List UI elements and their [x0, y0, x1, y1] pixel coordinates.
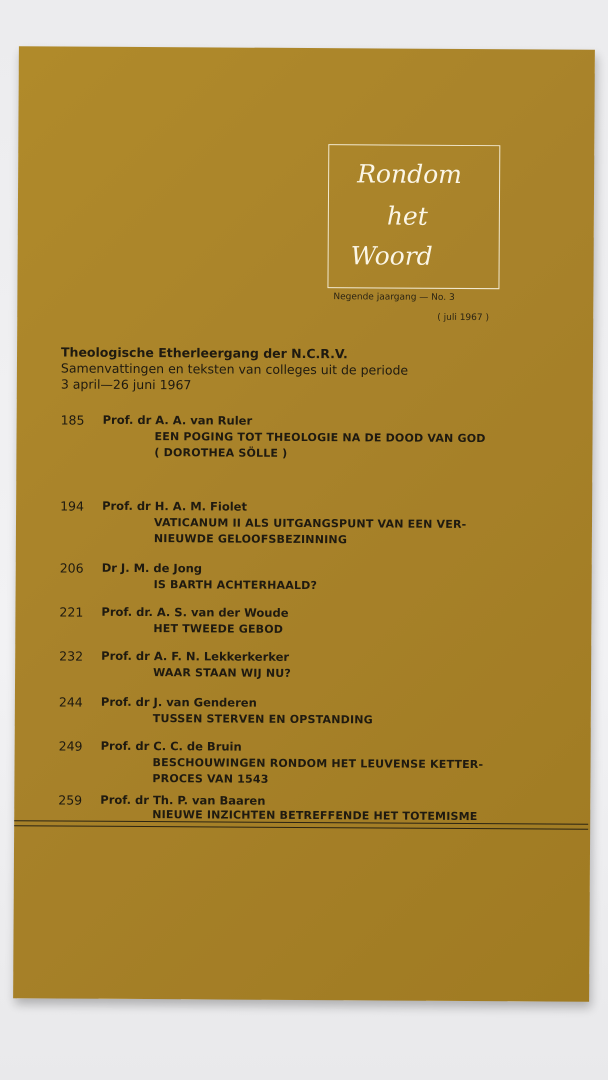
- contents-entry: [59, 604, 530, 636]
- entry-title-line-1: BESCHOUWINGEN RONDOM HET LEUVENSE KETTER-: [152, 756, 484, 772]
- entry-title-line-1: VATICANUM II ALS UITGANGSPUNT VAN EEN VER-: [153, 516, 467, 531]
- entry-page: 185: [60, 412, 85, 428]
- entry-author: Prof. dr H. A. M. Fiolet: [102, 498, 248, 514]
- entry-author: Prof. dr J. van Genderen: [100, 694, 257, 710]
- masthead-box: [327, 144, 500, 289]
- entry-page: 194: [60, 498, 85, 514]
- entry-title-line-1: IS BARTH ACHTERHAALD?: [153, 578, 318, 593]
- contents-entry: [59, 648, 529, 680]
- entry-page: 259: [58, 792, 83, 808]
- entry-title-line-2: ( DOROTHEA SÖLLE ): [154, 446, 288, 460]
- course-header: [61, 345, 408, 394]
- divider-rule-bottom: [14, 825, 588, 830]
- entry-title-line-1: WAAR STAAN WIJ NU?: [153, 666, 292, 680]
- entry-author: Prof. dr Th. P. van Baaren: [100, 792, 266, 808]
- entry-author: Prof. dr A. A. van Ruler: [102, 412, 253, 428]
- entry-page: 249: [58, 738, 83, 754]
- course-period: 3 april—26 juni 1967: [60, 376, 192, 393]
- contents-entry: [60, 498, 530, 547]
- entry-title-line-1: HET TWEEDE GEBOD: [153, 622, 284, 636]
- course-title: Theologische Etherleergang der N.C.R.V.: [61, 344, 348, 362]
- entry-title-line-2: NIEUWDE GELOOFSBEZINNING: [153, 532, 348, 547]
- contents-entry: [58, 738, 529, 786]
- entry-author: Prof. dr A. F. N. Lekkerkerker: [101, 648, 290, 664]
- entry-author: Prof. dr. A. S. van der Woude: [101, 604, 289, 620]
- booklet-cover: [13, 46, 595, 1002]
- entry-title-line-1: NIEUWE INZICHTEN BETREFFENDE HET TOTEMISME: [152, 808, 478, 824]
- contents-entry: [60, 412, 531, 460]
- course-subtitle: Samenvattingen en teksten van colleges uit de periode: [60, 360, 409, 378]
- entry-author: Dr J. M. de Jong: [101, 560, 203, 576]
- entry-page: 221: [59, 604, 84, 620]
- entry-page: 232: [59, 648, 84, 664]
- entry-page: 244: [58, 694, 83, 710]
- issue-number: Negende jaargang — No. 3: [333, 292, 455, 303]
- issue-date: ( juli 1967 ): [437, 312, 490, 324]
- masthead-line-2: het: [386, 201, 428, 231]
- entry-title-line-1: TUSSEN STERVEN EN OPSTANDING: [152, 712, 373, 727]
- contents-entry: [59, 560, 530, 593]
- entry-author: Prof. dr C. C. de Bruin: [100, 738, 242, 754]
- contents-entry: [58, 694, 529, 727]
- contents-entry: [58, 792, 528, 824]
- entry-title-line-1: EEN POGING TOT THEOLOGIE NA DE DOOD VAN GOD: [154, 430, 486, 446]
- masthead-line-3: Woord: [350, 241, 433, 271]
- entry-page: 206: [59, 560, 84, 576]
- masthead-line-1: Rondom: [357, 159, 462, 189]
- entry-title-line-2: PROCES VAN 1543: [152, 772, 269, 786]
